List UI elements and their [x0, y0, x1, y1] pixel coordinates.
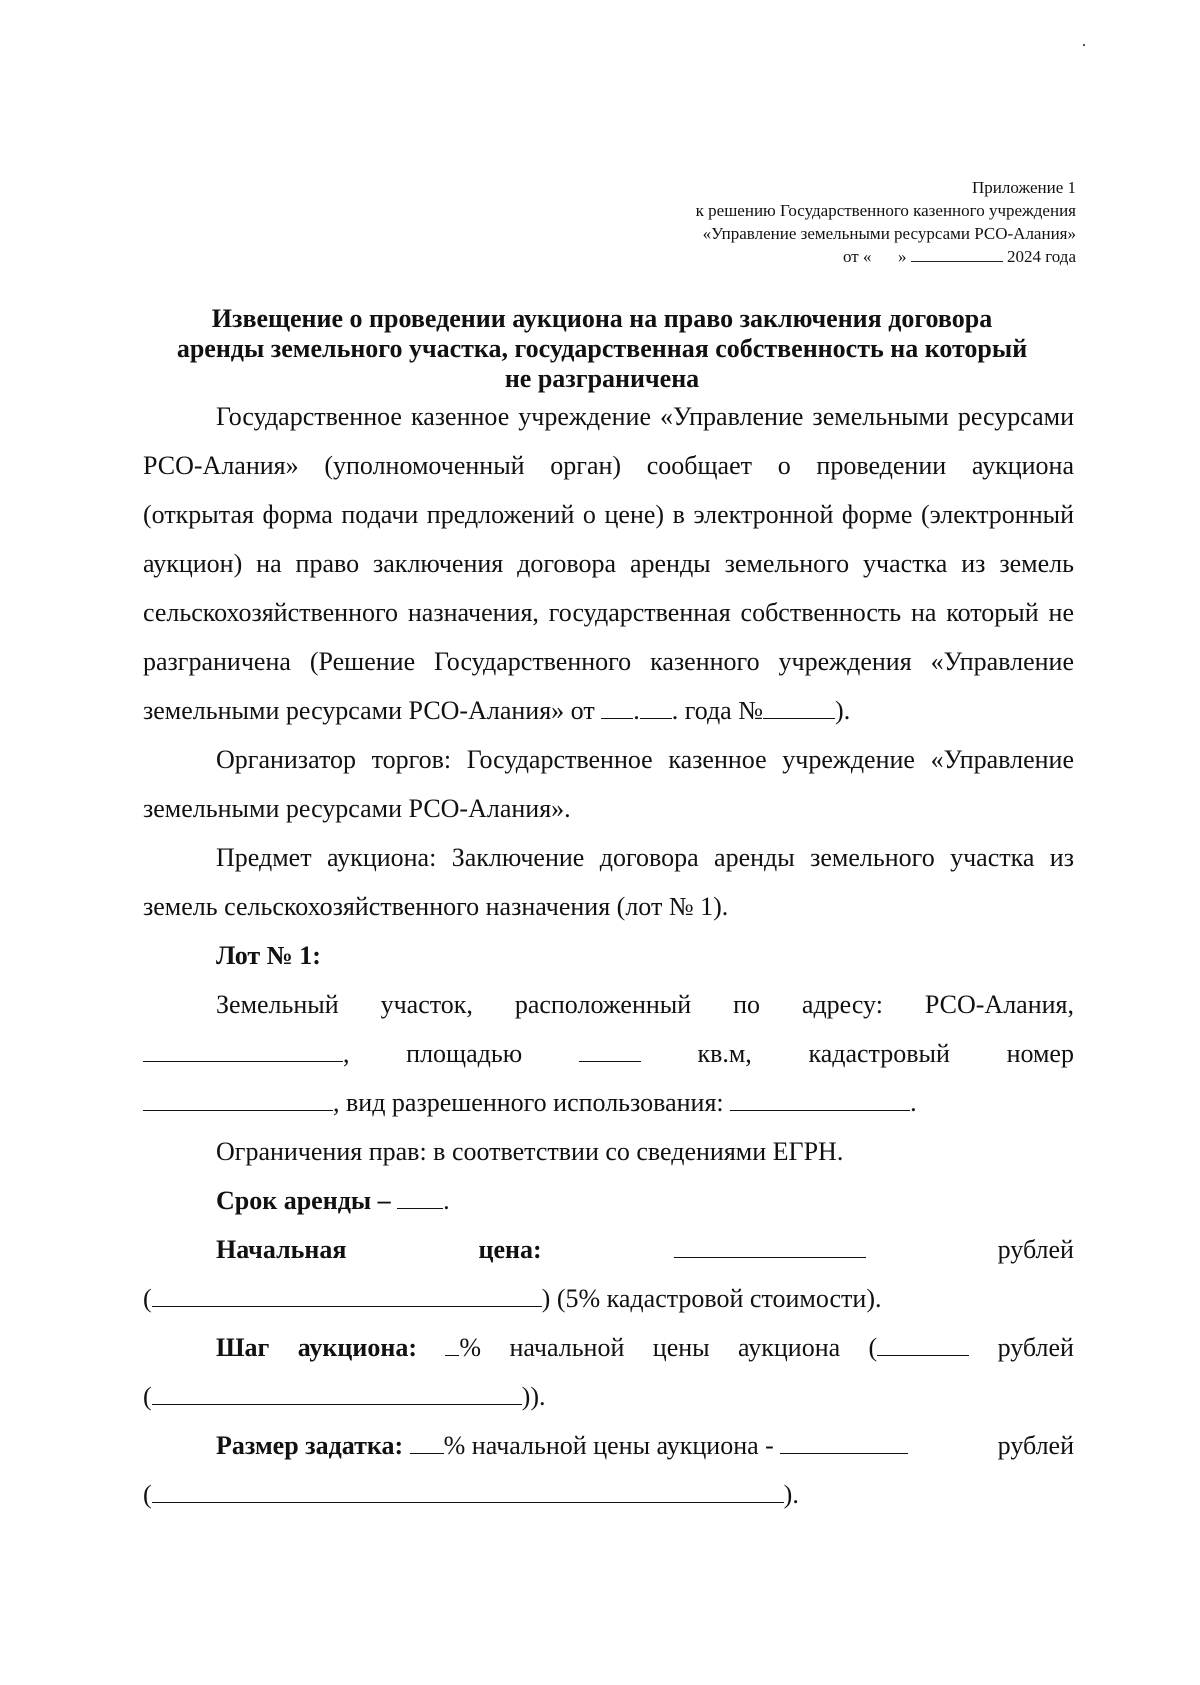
- blank-start-price-words: [152, 1284, 542, 1307]
- step-open-2: (: [143, 1382, 152, 1411]
- lot-line-1: [143, 980, 1074, 1029]
- step-line-1: [143, 1323, 1074, 1372]
- lot-word: по: [733, 990, 760, 1019]
- term-end: .: [443, 1186, 450, 1215]
- step-word: начальной: [509, 1333, 625, 1362]
- blank-day: [601, 696, 633, 719]
- appendix-line-1: Приложение 1: [972, 178, 1076, 197]
- blank-step-words: [152, 1382, 522, 1405]
- start-price-line-1: [143, 1225, 1074, 1274]
- appendix-line-2: к решению Государственного казенного учреждения: [695, 201, 1076, 220]
- blank-cadastral-number: [143, 1088, 333, 1111]
- blank-deposit-pct: [410, 1431, 444, 1454]
- step-label-1: Шаг: [216, 1333, 270, 1362]
- organizer-text: Организатор торгов: Государственное казенное учреждение «Управление земельными ресурсами РСО-Алания».: [143, 745, 1074, 823]
- start-price-tail: ) (5% кадастровой стоимости).: [541, 1284, 882, 1313]
- blank-term: [397, 1186, 443, 1209]
- restrictions-line: [143, 1127, 1074, 1176]
- blank-address: [143, 1039, 343, 1062]
- document-body: [143, 392, 1074, 1519]
- deposit-open: (: [143, 1480, 152, 1509]
- appendix-date-line: [696, 245, 1076, 268]
- step-word: аукциона: [738, 1333, 841, 1362]
- title-line-2: аренды земельного участка, государственная собственность на который: [176, 334, 1028, 363]
- lot-line-2: [143, 1029, 1074, 1078]
- subject-text: Предмет аукциона: Заключение договора аренды земельного участка из земель сельскохозяйственного назначения (лот № 1).: [143, 843, 1074, 921]
- lot-heading-text: Лот № 1:: [216, 941, 321, 970]
- lot-heading: [143, 931, 1074, 980]
- blank-deposit-amount: [780, 1431, 908, 1454]
- blank-step-amount: [877, 1333, 969, 1356]
- term-label: Срок аренды –: [216, 1186, 391, 1215]
- intro-year-prefix: . года №: [671, 696, 764, 725]
- step-currency: рублей: [997, 1333, 1074, 1362]
- date-year: 2024 года: [1006, 247, 1076, 266]
- appendix-header: [696, 176, 1076, 268]
- blank-permitted-use: [730, 1088, 910, 1111]
- start-price-open: (: [143, 1284, 152, 1313]
- document-title: [130, 304, 1074, 394]
- area-unit: кв.м,: [697, 1039, 752, 1068]
- step-label-2: аукциона:: [297, 1333, 418, 1362]
- lot-word: адресу:: [801, 990, 883, 1019]
- title-line-1: Извещение о проведении аукциона на право заключения договора: [211, 304, 993, 333]
- blank-decision-number: [763, 696, 835, 719]
- blank-area: [579, 1039, 641, 1062]
- appendix-line-3: «Управление земельными ресурсами РСО-Алания»: [702, 224, 1076, 243]
- step-pct: %: [459, 1333, 482, 1362]
- date-blank: [911, 246, 1003, 262]
- deposit-line-2: [143, 1470, 1074, 1519]
- lot-word: Земельный: [216, 990, 339, 1019]
- lot-word: РСО-Алания,: [924, 990, 1074, 1019]
- area-label: площадью: [406, 1039, 523, 1068]
- deposit-label: Размер задатка:: [216, 1431, 404, 1460]
- scan-speck: [1083, 44, 1085, 46]
- intro-paragraph: [143, 392, 1074, 735]
- start-price-label-1: Начальная: [216, 1235, 347, 1264]
- blank-step-pct: [445, 1333, 459, 1356]
- term-line: [143, 1176, 1074, 1225]
- organizer-paragraph: [143, 735, 1074, 833]
- deposit-currency: рублей: [997, 1431, 1074, 1460]
- title-line-3: не разграничена: [504, 364, 700, 393]
- date-mid: »: [897, 247, 907, 266]
- lot-comma: ,: [343, 1039, 350, 1068]
- start-price-label-2: цена:: [478, 1235, 542, 1264]
- step-tail: )).: [521, 1382, 546, 1411]
- deposit-line-1: [143, 1421, 1074, 1470]
- lot-word: участок,: [380, 990, 473, 1019]
- intro-close: ).: [835, 696, 851, 725]
- blank-month: [640, 696, 672, 719]
- intro-text: Государственное казенное учреждение «Управление земельными ресурсами РСО-Алания» (уполномоченный орган) сообщает о проведении аукциона (открытая форма подачи предложений о цене) в электронной форме (электронный аукцион) на право заключения договора аренды земельного участка из земель сельскохозяйственного назначения, государственная собственность на который не разграничена (Решение Государственного казенного учреждения «Управление земельными ресурсами РСО-Алания» от: [143, 402, 1074, 725]
- use-label: , вид разрешенного использования:: [333, 1088, 724, 1117]
- start-price-line-2: [143, 1274, 1074, 1323]
- blank-start-price: [674, 1235, 866, 1258]
- number-label: номер: [1006, 1039, 1074, 1068]
- start-price-currency: рублей: [997, 1235, 1074, 1264]
- deposit-tail: ).: [783, 1480, 799, 1509]
- cadastral-label: кадастровый: [808, 1039, 950, 1068]
- deposit-text: % начальной цены аукциона -: [443, 1431, 774, 1460]
- step-line-2: [143, 1372, 1074, 1421]
- lot-line-3: [143, 1078, 1074, 1127]
- restrictions-text: Ограничения прав: в соответствии со сведениями ЕГРН.: [216, 1137, 844, 1166]
- subject-paragraph: [143, 833, 1074, 931]
- step-open: (: [868, 1333, 878, 1362]
- lot-period: .: [910, 1088, 917, 1117]
- lot-word: расположенный: [514, 990, 692, 1019]
- step-word: цены: [652, 1333, 710, 1362]
- intro-dot: .: [633, 696, 640, 725]
- date-from: от «: [843, 247, 872, 266]
- blank-deposit-words: [152, 1480, 784, 1503]
